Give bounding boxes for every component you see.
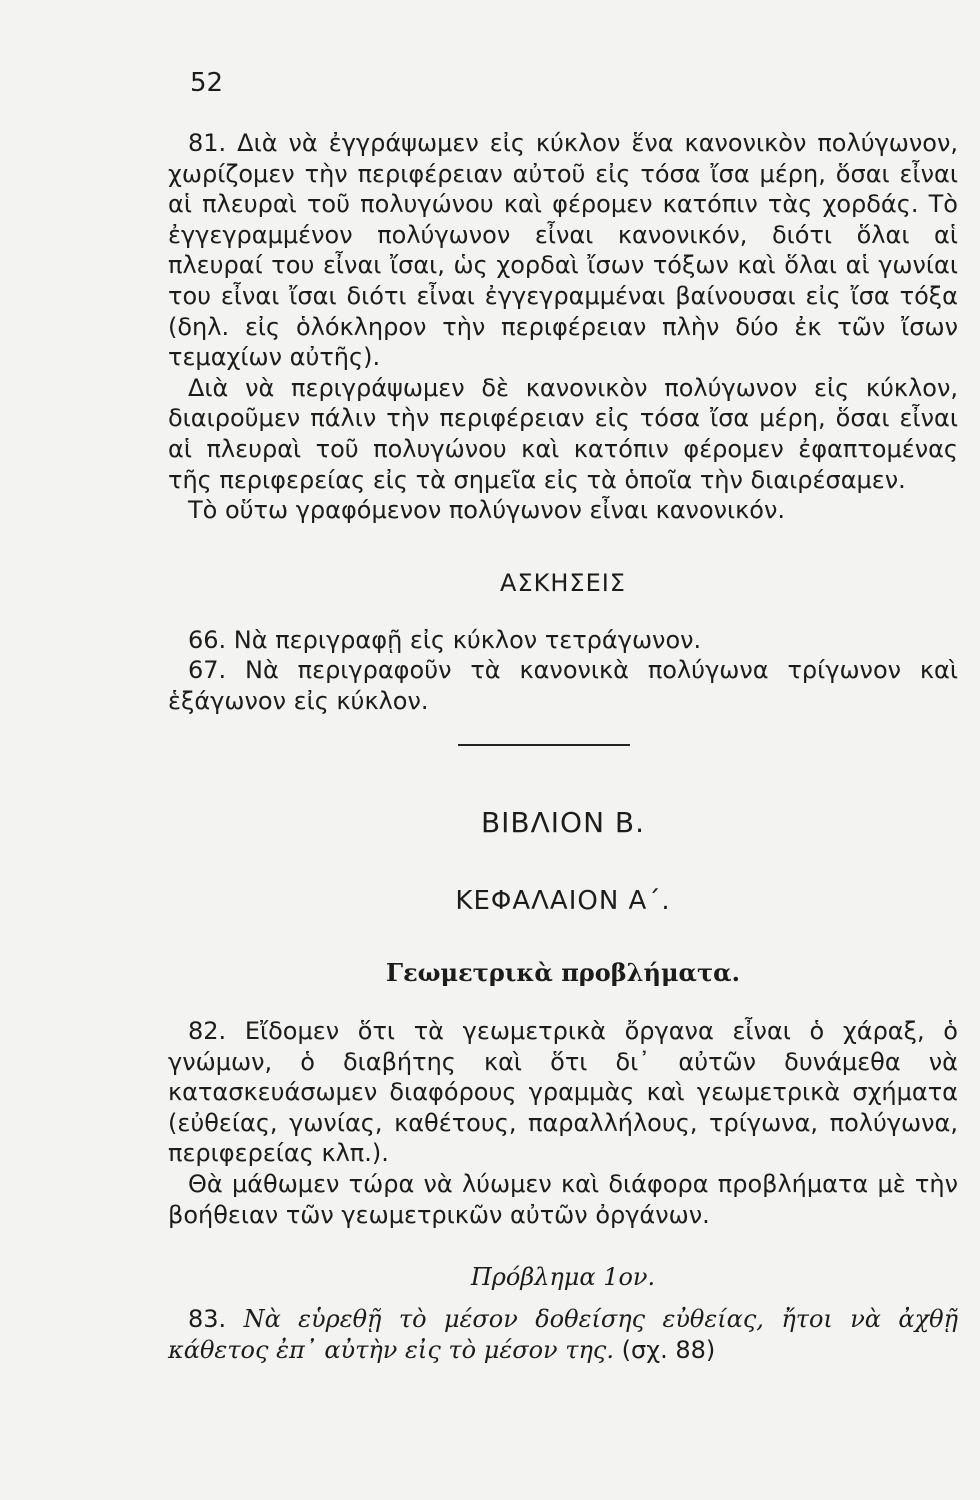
problem-title: Πρόβλημα 1ον. — [470, 1263, 656, 1291]
problem-title-block — [168, 1262, 958, 1293]
section-divider — [458, 744, 630, 746]
paragraph-81-conclusion: Τὸ οὕτω γραφόμενον πολύγωνον εἶναι κανονικόν. — [188, 496, 786, 525]
problem-statement — [168, 1304, 958, 1365]
paragraph-82-instruments: 82. Εἴδομεν ὅτι τὰ γεωμετρικὰ ὄργανα εἶναι ὁ χάραξ, ὁ γνώμων, ὁ διαβήτης καὶ ὅτι δι᾽ αὐτῶν δυνάμεθα νὰ κατασκευάσωμεν διαφόρους γραμμὰς καὶ γεωμετρικὰ σχήματα (εὐθείας, γωνίας, καθέτους, παραλλήλους, τρίγωνα, πολύγωνα, περιφερείας κλπ.). — [168, 1017, 958, 1168]
paragraph-81-circumscribe: Διὰ νὰ περιγράψωμεν δὲ κανονικὸν πολύγωνον εἰς κύκλον, διαιροῦμεν πάλιν τὴν περιφέρειαν εἰς τόσα ἴσα μέρη, ὅσαι εἶναι αἱ πλευραὶ τοῦ πολυγώνου καὶ κατόπιν φέρομεν ἐφαπτομένας τῆς περιφερείας εἰς τὰ σημεῖα εἰς τὰ ὁποῖα τὴν διαιρέσαμεν. — [168, 373, 958, 494]
chapter-heading: ΚΕΦΑΛΑΙΟΝ Α΄. — [455, 886, 671, 916]
exercise-66: 66. Νὰ περιγραφῇ εἰς κύκλον τετράγωνον. — [188, 625, 702, 654]
paragraph-81-inscribe: 81. Διὰ νὰ ἐγγράψωμεν εἰς κύκλον ἕνα κανονικὸν πολύγωνον, χωρίζομεν τὴν περιφέρειαν αὐτοῦ εἰς τόσα ἴσα μέρη, ὅσαι εἶναι αἱ πλευραὶ τοῦ πολυγώνου καὶ φέρομεν κατόπιν τὰς χορδάς. Τὸ ἐγγεγραμμένον πολύγωνον εἶναι κανονικόν, διότι ὅλαι αἱ πλευραί του εἶναι ἴσαι, ὡς χορδαὶ ἴσων τόξων καὶ ὅλαι αἱ γωνίαι του εἶναι ἴσαι διότι εἶναι ἐγγεγραμμέναι βαίνουσαι εἰς ἴσα τόξα (δηλ. εἰς ὁλόκληρον τὴν περιφέρειαν πλὴν δύο ἐκ τῶν ἴσων τεμαχίων αὐτῆς). — [168, 129, 958, 372]
chapter-title: Γεωμετρικὰ προβλήματα. — [386, 958, 740, 987]
book-heading: ΒΙΒΛΙΟΝ Β. — [480, 806, 646, 839]
chapter-heading-block — [168, 886, 958, 917]
chapter-title-block — [168, 958, 958, 989]
section-82 — [168, 1016, 958, 1230]
book-heading-block — [168, 808, 958, 839]
problem-number: 83. — [188, 1305, 227, 1333]
paragraph-82-problems: Θὰ μάθωμεν τώρα νὰ λύωμεν καὶ διάφορα προβλήματα μὲ τὴν βοήθειαν τῶν γεωμετρικῶν αὐτῶν ὀργάνων. — [168, 1169, 958, 1229]
problem-text: Νὰ εὑρεθῇ τὸ μέσον δοθείσης εὐθείας, ἤτοι νὰ ἀχθῇ κάθετος ἐπ᾽ αὐτὴν εἰς τὸ μέσον της. — [168, 1305, 958, 1364]
problem-83 — [168, 1304, 958, 1365]
section-81 — [168, 128, 958, 526]
exercise-67: 67. Νὰ περιγραφοῦν τὰ κανονικὰ πολύγωνα τρίγωνον καὶ ἑξάγωνον εἰς κύκλον. — [168, 656, 958, 715]
exercises-heading: ΑΣΚΗΣΕΙΣ — [500, 569, 626, 597]
page-number: 52 — [190, 68, 224, 98]
exercises-section — [168, 568, 958, 716]
figure-reference: (σχ. 88) — [621, 1335, 716, 1364]
